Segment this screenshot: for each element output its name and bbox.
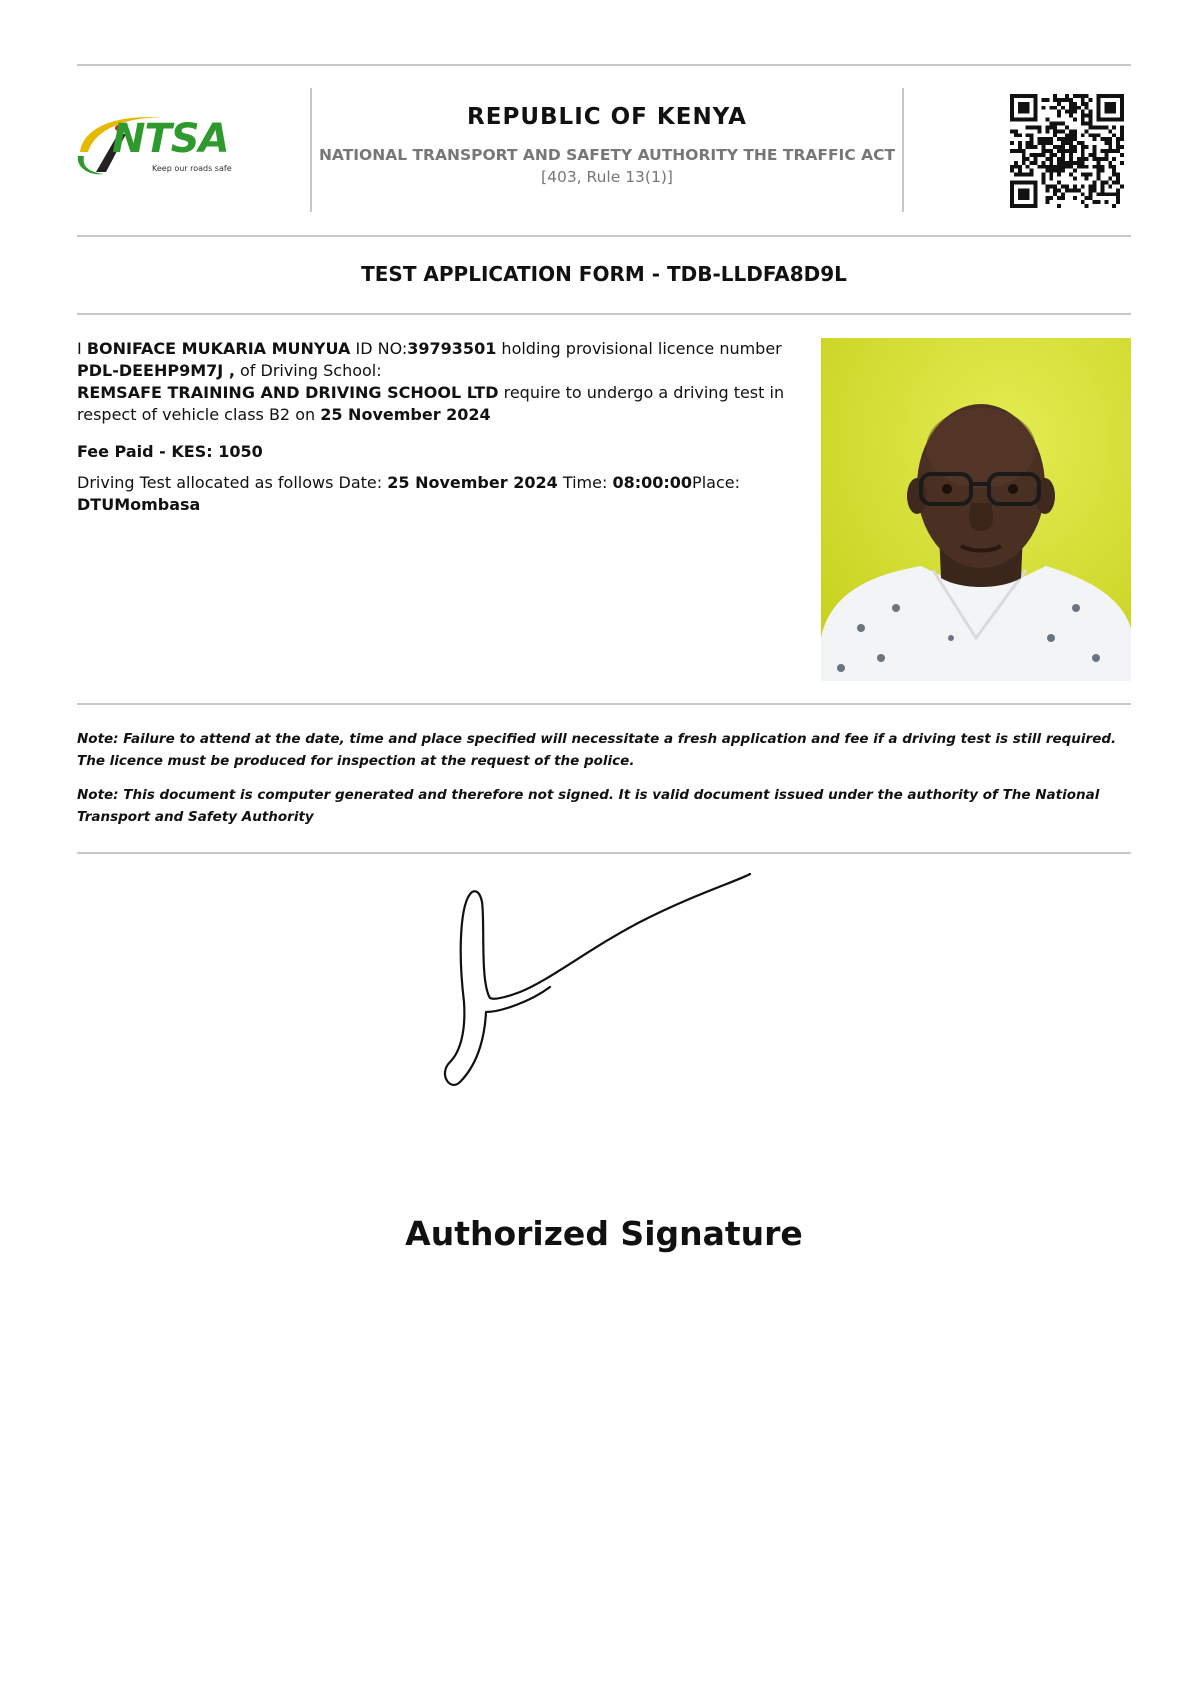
- time-label: Time:: [562, 473, 608, 492]
- ntsa-logo: [74, 112, 234, 184]
- fee-paid: Fee Paid - KES: 1050: [77, 442, 263, 461]
- form-title: TEST APPLICATION FORM - TDB-LLDFA8D9L: [361, 262, 847, 286]
- allocation-paragraph: [77, 472, 822, 516]
- authority-ref: [403, Rule 13(1)]: [541, 168, 673, 186]
- signature-scribble: [440, 862, 770, 1092]
- test-date: 25 November 2024: [320, 405, 491, 424]
- driving-school: REMSAFE TRAINING AND DRIVING SCHOOL LTD: [77, 383, 499, 402]
- note-attendance: Note: Failure to attend at the date, time and place specified will necessitate a fresh application and fee if a driving test is still required. The licence must be produced for inspection at the request of the police.: [77, 731, 1117, 769]
- authorized-signature-label: Authorized Signature: [405, 1214, 803, 1253]
- school-label: of Driving School:: [239, 361, 382, 380]
- logo-text: NTSA: [112, 116, 229, 162]
- applicant-paragraph: [77, 338, 822, 426]
- applicant-name: BONIFACE MUKARIA MUNYUA: [86, 339, 351, 358]
- body-divider: [77, 703, 1131, 705]
- licence-number: PDL-DEEHP9M7J ,: [77, 361, 235, 380]
- id-label: ID NO:: [355, 339, 408, 358]
- allocation-prefix: Driving Test allocated as follows Date:: [77, 473, 383, 492]
- notes-divider: [77, 852, 1131, 854]
- applicant-photo: [821, 338, 1131, 681]
- header-center: [312, 104, 902, 188]
- header-divider: [77, 235, 1131, 237]
- top-divider: [77, 64, 1131, 66]
- applicant-prefix: I: [77, 339, 82, 358]
- header-separator-right: [902, 88, 904, 212]
- licence-text: holding provisional licence number: [501, 339, 782, 358]
- allocation-place: DTUMombasa: [77, 495, 201, 514]
- id-number: 39793501: [407, 339, 497, 358]
- applicant-photo-illustration: [821, 338, 1131, 681]
- allocation-date: 25 November 2024: [387, 473, 558, 492]
- qr-code: [1010, 94, 1124, 208]
- note-computer-generated: Note: This document is computer generated and therefore not signed. It is valid document issued under the authority of The National Transport and Safety Authority: [77, 787, 1100, 825]
- authority-line: [312, 144, 902, 188]
- place-label: Place:: [692, 473, 740, 492]
- require-text: require to undergo a driving test in respect of vehicle class B2 on: [77, 383, 785, 424]
- title-divider: [77, 313, 1131, 315]
- republic-title: REPUBLIC OF KENYA: [467, 104, 747, 130]
- allocation-time: 08:00:00: [612, 473, 693, 492]
- authority-name: NATIONAL TRANSPORT AND SAFETY AUTHORITY THE TRAFFIC ACT: [318, 146, 896, 164]
- logo-tagline: Keep our roads safe: [152, 164, 232, 173]
